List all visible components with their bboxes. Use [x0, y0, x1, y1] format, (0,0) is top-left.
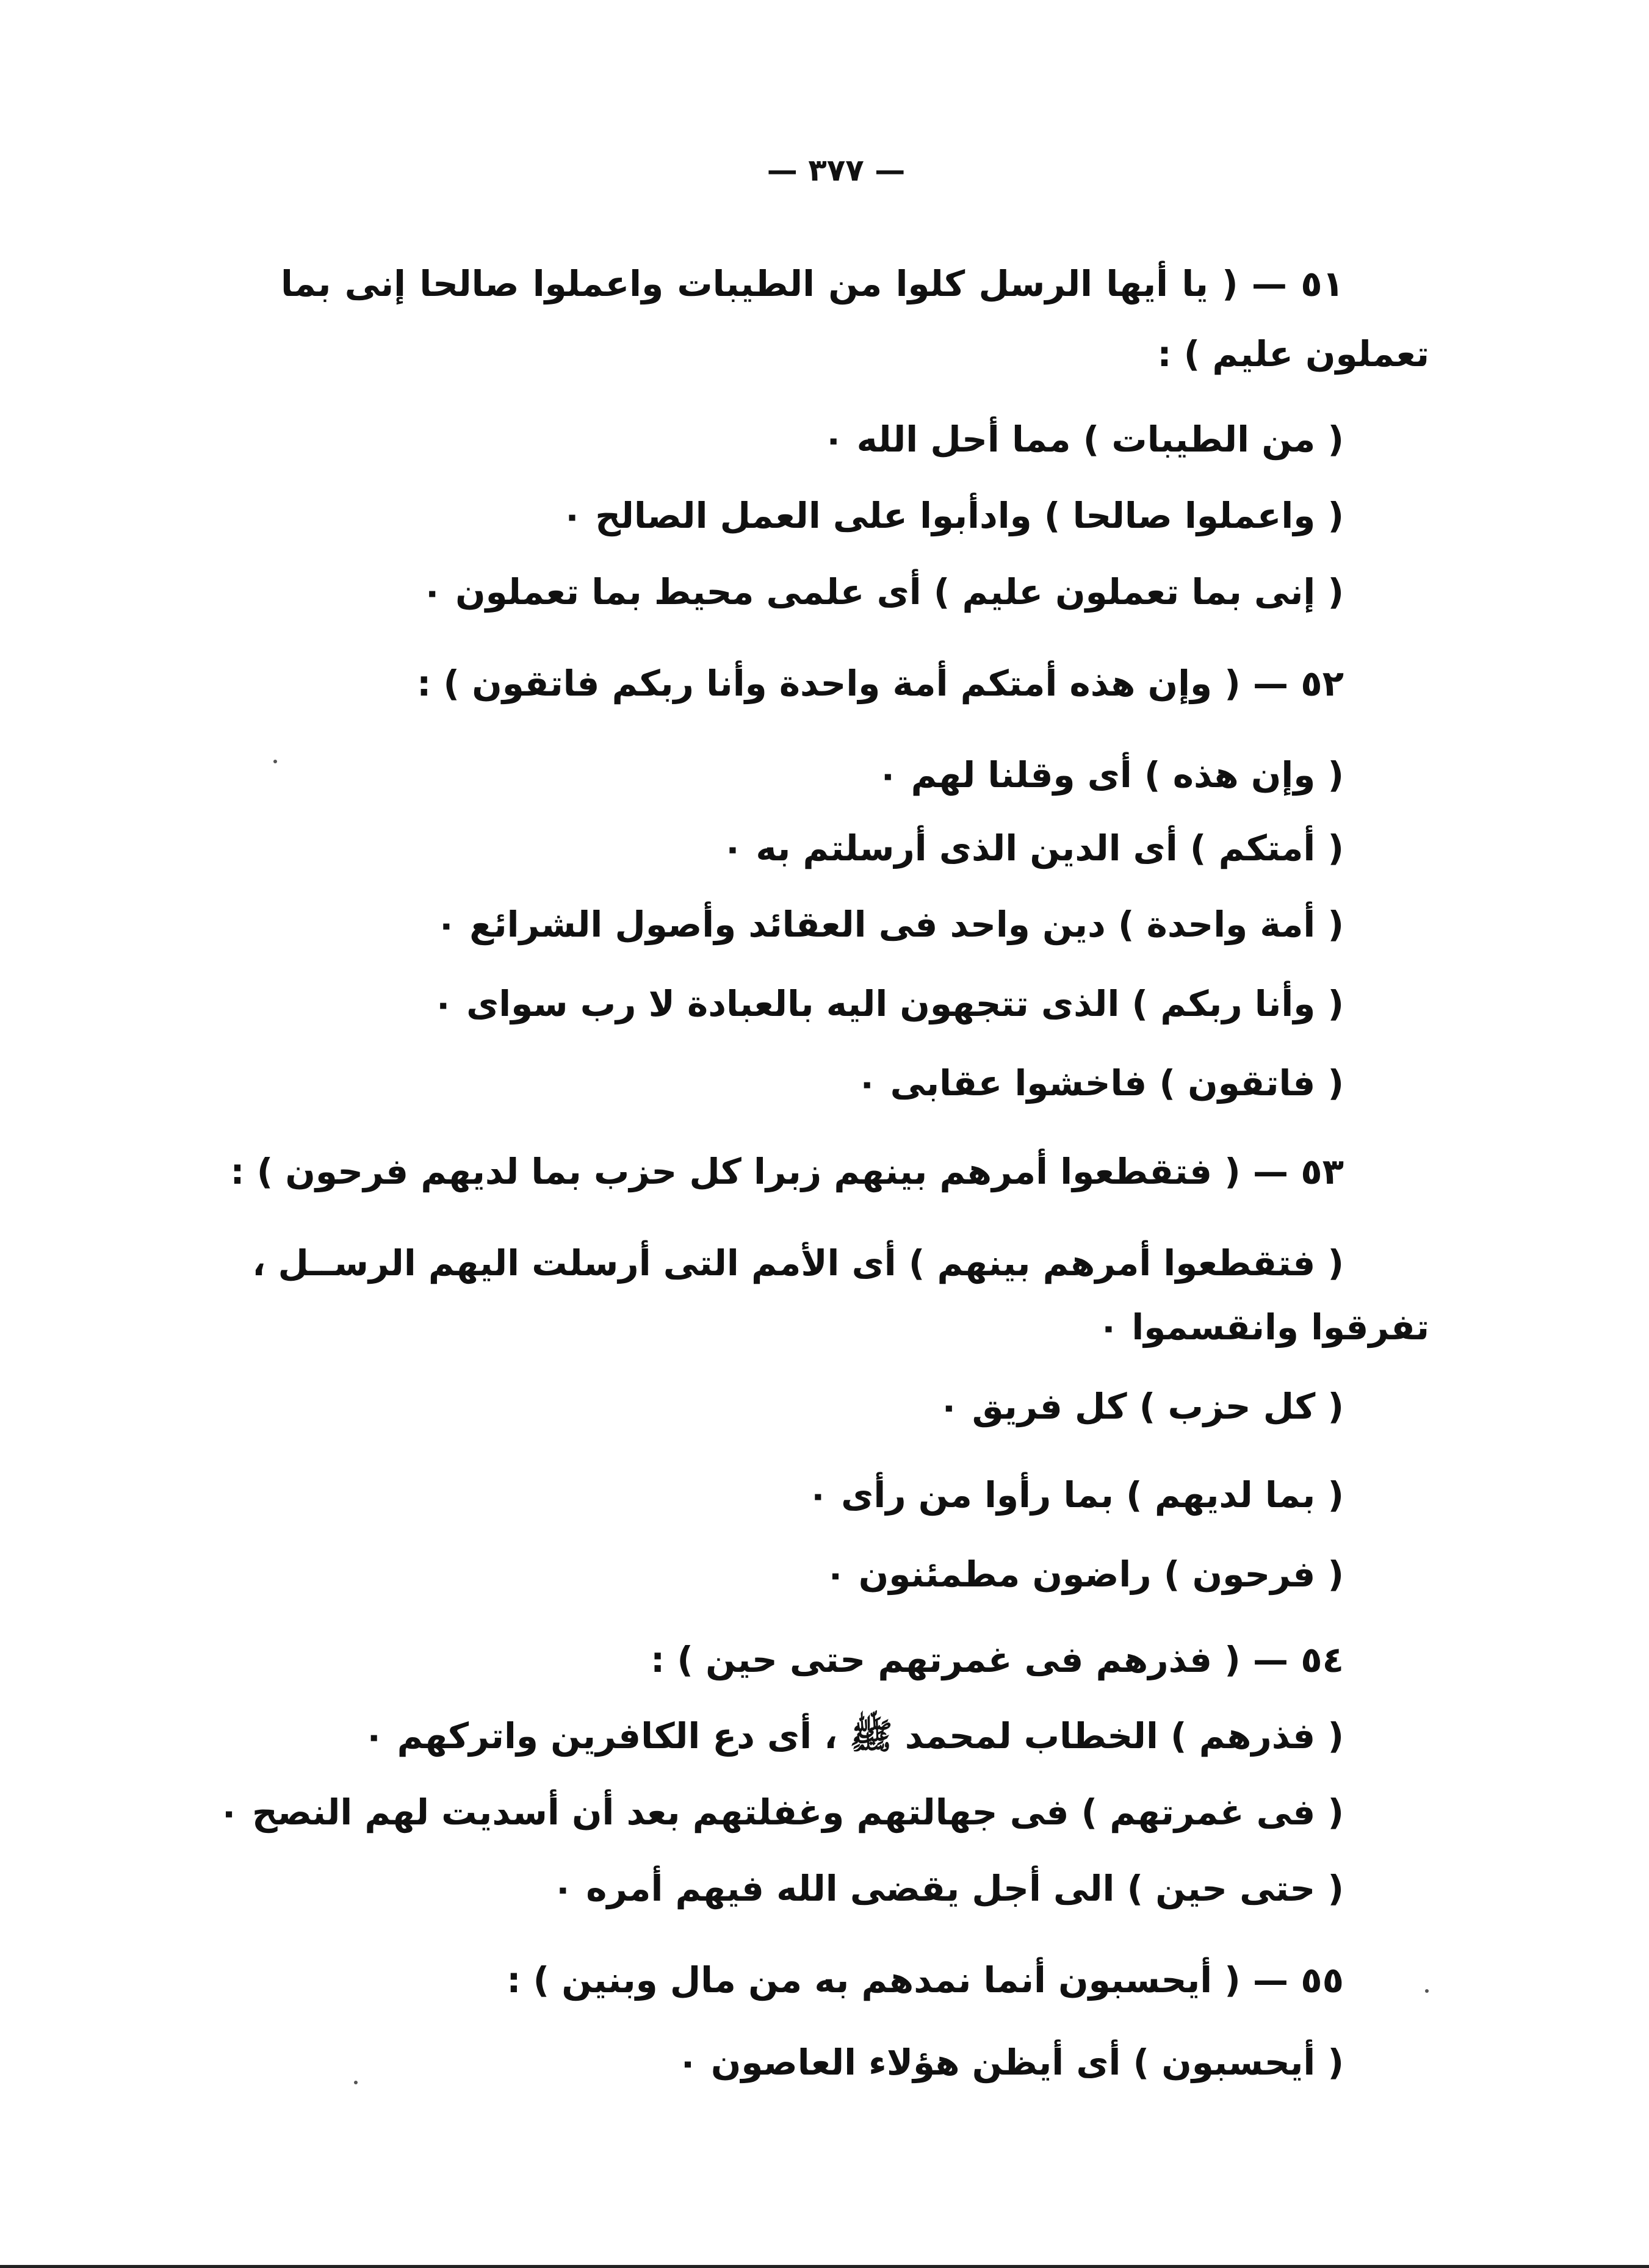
- gloss-line: ( وإن هذه ) أى وقلنا لهم ٠: [877, 754, 1344, 796]
- gloss-line: ( واعملوا صالحا ) وادأبوا على العمل الصالح ٠: [561, 495, 1344, 536]
- gloss-line: ( فذرهم ) الخطاب لمحمد ﷺ ، أى دع الكافرين واتركهم ٠: [363, 1715, 1344, 1757]
- gloss-line: ( فى غمرتهم ) فى جهالتهم وغفلتهم بعد أن أسديت لهم النصح ٠: [218, 1791, 1344, 1833]
- page-bottom-edge: [0, 2265, 1649, 2268]
- gloss-line: ( أمتكم ) أى الدين الذى أرسلتم به ٠: [721, 827, 1344, 869]
- scan-speck: [1425, 1989, 1429, 1993]
- gloss-line: ( كل حزب ) كل فريق ٠: [938, 1386, 1344, 1427]
- gloss-line: ( أيحسبون ) أى أيظن هؤلاء العاصون ٠: [677, 2042, 1344, 2083]
- gloss-line-1: ( فتقطعوا أمرهم بينهم ) أى الأمم التى أرسلت اليهم الرســل ،: [252, 1242, 1344, 1284]
- gloss-line: ( وأنا ربكم ) الذى تتجهون اليه بالعبادة لا رب سواى ٠: [432, 983, 1344, 1024]
- verse-51-line-1: ٥١ — ( يا أيها الرسل كلوا من الطيبات واعملوا صالحا إنى بما: [281, 263, 1344, 304]
- gloss-line: ( أمة واحدة ) دين واحد فى العقائد وأصول الشرائع ٠: [435, 904, 1344, 945]
- verse-52: ٥٢ — ( وإن هذه أمتكم أمة واحدة وأنا ربكم فاتقون ) :: [417, 663, 1344, 704]
- page-number: — ٣٧٧ —: [767, 153, 906, 188]
- gloss-line-2: تفرقوا وانقسموا ٠: [1097, 1306, 1429, 1348]
- scan-speck: [354, 2081, 358, 2084]
- verse-51-line-2: تعملون عليم ) :: [1157, 333, 1429, 375]
- verse-55: ٥٥ — ( أيحسبون أنما نمدهم به من مال وبنين ) :: [507, 1959, 1344, 2001]
- verse-53: ٥٣ — ( فتقطعوا أمرهم بينهم زبرا كل حزب بما لديهم فرحون ) :: [230, 1151, 1344, 1192]
- verse-54: ٥٤ — ( فذرهم فى غمرتهم حتى حين ) :: [651, 1639, 1344, 1680]
- gloss-line: ( فرحون ) راضون مطمئنون ٠: [824, 1553, 1344, 1595]
- scan-speck: [273, 760, 277, 763]
- gloss-line: ( فاتقون ) فاخشوا عقابى ٠: [856, 1062, 1344, 1104]
- gloss-line: ( إنى بما تعملون عليم ) أى علمى محيط بما تعملون ٠: [421, 571, 1344, 613]
- gloss-line: ( حتى حين ) الى أجل يقضى الله فيهم أمره ٠: [552, 1868, 1344, 1909]
- gloss-line: ( بما لديهم ) بما رأوا من رأى ٠: [807, 1474, 1344, 1516]
- gloss-line: ( من الطيبات ) مما أحل الله ٠: [823, 419, 1344, 460]
